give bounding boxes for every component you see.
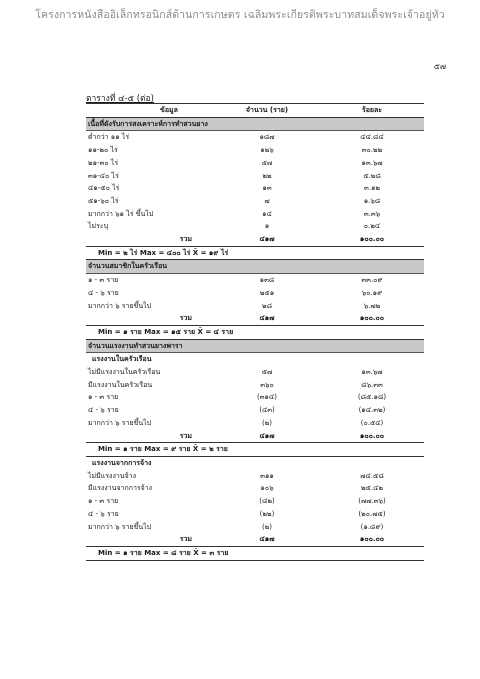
table-row [86, 182, 424, 195]
table-row [86, 287, 424, 300]
row-count: ๓๑๑ [260, 471, 274, 480]
row-percent: ๖๐.๑๙ [361, 288, 383, 297]
row-count: ๑๘๗ [259, 133, 275, 142]
total-row [86, 533, 424, 546]
total-label: รวม [179, 431, 192, 440]
row-label: ไม่มีแรงงานในครัวเรือน [88, 368, 161, 377]
row-label: ๔๑-๕๐ ไร่ [88, 184, 120, 193]
total-percent: ๑๐๐.๐๐ [359, 431, 385, 440]
row-percent: (๑.๘๙) [360, 522, 384, 531]
row-label: มากกว่า ๖๑ ไร่ ขึ้นไป [88, 209, 154, 218]
table-row [86, 417, 424, 430]
row-label: ๑ - ๓ ราย [88, 497, 119, 506]
total-row [86, 312, 424, 325]
row-count: (๒) [261, 418, 273, 427]
row-percent: (๐.๕๔) [360, 418, 384, 427]
subsection-header-household-labor [86, 353, 424, 366]
row-percent: ๐.๒๔ [363, 222, 381, 231]
row-label: ๕๑-๖๐ ไร่ [88, 196, 119, 205]
table-title: ตารางที่ ๔-๕ (ต่อ) [86, 94, 154, 104]
table-row [86, 391, 424, 404]
total-row [86, 233, 424, 246]
table-row [86, 274, 424, 287]
row-percent: ๕.๒๘ [363, 171, 381, 180]
row-label: มีแรงงานในครัวเรือน [88, 380, 153, 389]
table-row [86, 157, 424, 170]
row-label: ๔ - ๖ ราย [88, 288, 119, 297]
row-count: ๒๘ [261, 301, 272, 310]
row-count: (๒๒) [259, 509, 275, 518]
stats-summary: Min = ๒ ไร่ Max = ๔๐๐ ไร่ X̄ = ๑๙ ไร่ [86, 246, 424, 260]
row-percent: ๓๐.๒๒ [361, 146, 383, 155]
section-header-household-members [86, 260, 424, 274]
row-percent: ๓.๑๒ [363, 184, 381, 193]
subsection-header-hired-labor [86, 456, 424, 469]
table-row [86, 482, 424, 495]
row-count: ๓๖๐ [260, 380, 274, 389]
row-label: ต่ำกว่า ๑๑ ไร่ [88, 133, 130, 142]
row-count: ๕๗ [261, 368, 273, 377]
row-count: (๔๓) [259, 406, 275, 415]
row-percent: ๔๔.๘๔ [360, 133, 384, 142]
row-percent: (๘๕.๑๘) [357, 393, 387, 402]
row-label: ๑ - ๓ ราย [88, 276, 119, 285]
column-header-row [86, 104, 424, 118]
total-label: รวม [179, 235, 192, 244]
row-percent: ๗๔.๕๘ [360, 471, 384, 480]
stats-row [86, 325, 424, 339]
row-percent: ๓.๓๖ [363, 209, 381, 218]
row-percent: (๒๐.๗๕) [358, 509, 386, 518]
row-count: ๗ [264, 196, 270, 205]
row-count: ๒๒ [262, 171, 272, 180]
row-count: ๑๒๖ [260, 146, 274, 155]
row-count: ๑๓๘ [259, 276, 275, 285]
row-percent: ๒๕.๔๒ [360, 484, 384, 493]
table-row [86, 131, 424, 144]
row-label: มากกว่า ๖ รายขึ้นไป [88, 418, 152, 427]
row-label: ๑ - ๓ ราย [88, 393, 119, 402]
table-row [86, 495, 424, 508]
total-count: ๔๑๗ [259, 314, 275, 323]
section-header-land-area [86, 117, 424, 131]
total-label: รวม [179, 535, 192, 544]
row-count: ๑๐๖ [260, 484, 274, 493]
row-percent: ๑๓.๖๗ [361, 158, 383, 167]
row-percent: ๑.๖๘ [363, 196, 381, 205]
total-percent: ๑๐๐.๐๐ [359, 235, 385, 244]
column-header-count: จำนวน (ราย) [214, 104, 320, 118]
row-count: ๑๓ [262, 184, 272, 193]
total-percent: ๑๐๐.๐๐ [359, 314, 385, 323]
row-label: ๔ - ๖ ราย [88, 509, 119, 518]
stats-summary: Min = ๑ ราย Max = ๑๕ ราย X̄ = ๔ ราย [86, 325, 424, 339]
total-count: ๔๑๗ [259, 235, 275, 244]
stats-summary: Min = ๑ ราย Max = ๙ ราย X̄ = ๒ ราย [86, 443, 424, 457]
stats-row [86, 443, 424, 457]
row-label: ๔ - ๖ ราย [88, 406, 119, 415]
table-row [86, 521, 424, 534]
total-count: ๔๑๗ [259, 431, 275, 440]
row-count: ๒๕๑ [259, 288, 275, 297]
table-row [86, 404, 424, 417]
total-label: รวม [179, 314, 192, 323]
table-row [86, 470, 424, 483]
subsection-title: แรงงานในครัวเรือน [92, 355, 152, 364]
row-percent: ๑๓.๖๗ [361, 368, 383, 377]
row-label: ๒๑-๓๐ ไร่ [88, 158, 119, 167]
stats-summary: Min = ๑ ราย Max = ๘ ราย X̄ = ๓ ราย [86, 546, 424, 560]
row-count: ๑๔ [262, 209, 272, 218]
table-row [86, 195, 424, 208]
row-count: ๑ [264, 222, 270, 231]
row-label: ๑๑-๒๐ ไร่ [88, 146, 118, 155]
total-count: ๔๑๗ [259, 535, 275, 544]
book-header: โครงการหนังสืออิเล็กทรอนิกส์ด้านการเกษตร เฉลิมพระเกียรติพระบาทสมเด็จพระเจ้าอยู่หัว [35, 9, 445, 21]
total-row [86, 430, 424, 443]
subsection-title: แรงงานจากการจ้าง [92, 458, 152, 467]
table-row [86, 208, 424, 221]
row-label: มีแรงงานจากการจ้าง [88, 484, 153, 493]
row-label: มากกว่า ๖ รายขึ้นไป [88, 301, 152, 310]
section-header-labor [86, 339, 424, 353]
table-row [86, 508, 424, 521]
row-label: มากกว่า ๖ รายขึ้นไป [88, 522, 152, 531]
row-percent: ๖.๗๒ [363, 301, 381, 310]
section-title: เนื้อที่ดังรับการสงเคราะห์การทำสวนยาง [86, 117, 424, 131]
row-percent: (๗๗.๓๖) [358, 497, 386, 506]
section-title: จำนวนสมาชิกในครัวเรือน [86, 260, 424, 274]
table-row [86, 379, 424, 392]
table-row [86, 300, 424, 313]
stats-row [86, 246, 424, 260]
total-percent: ๑๐๐.๐๐ [359, 535, 385, 544]
column-header-percent: ร้อยละ [320, 104, 424, 118]
column-header-data: ข้อมูล [86, 104, 214, 118]
row-percent: (๑๔.๓๒) [358, 406, 386, 415]
row-percent: ๓๓.๐๙ [361, 276, 383, 285]
data-table [86, 103, 424, 561]
row-count: (๘๒) [259, 497, 275, 506]
table-row [86, 366, 424, 379]
row-count: (๓๑๔) [257, 393, 277, 402]
row-label: ๓๑-๔๐ ไร่ [88, 171, 119, 180]
table-row [86, 144, 424, 157]
row-percent: ๘๖.๓๓ [361, 380, 383, 389]
table-row [86, 170, 424, 183]
table-row [86, 220, 424, 233]
page-number: ๕๗ [433, 62, 446, 71]
row-count: (๒) [261, 522, 273, 531]
stats-row [86, 546, 424, 560]
row-label: ไม่มีแรงงานจ้าง [88, 471, 137, 480]
row-count: ๕๗ [261, 158, 273, 167]
section-title: จำนวนแรงงานทำสวนยางพารา [86, 339, 424, 353]
row-label: ไม่ระบุ [88, 222, 109, 231]
